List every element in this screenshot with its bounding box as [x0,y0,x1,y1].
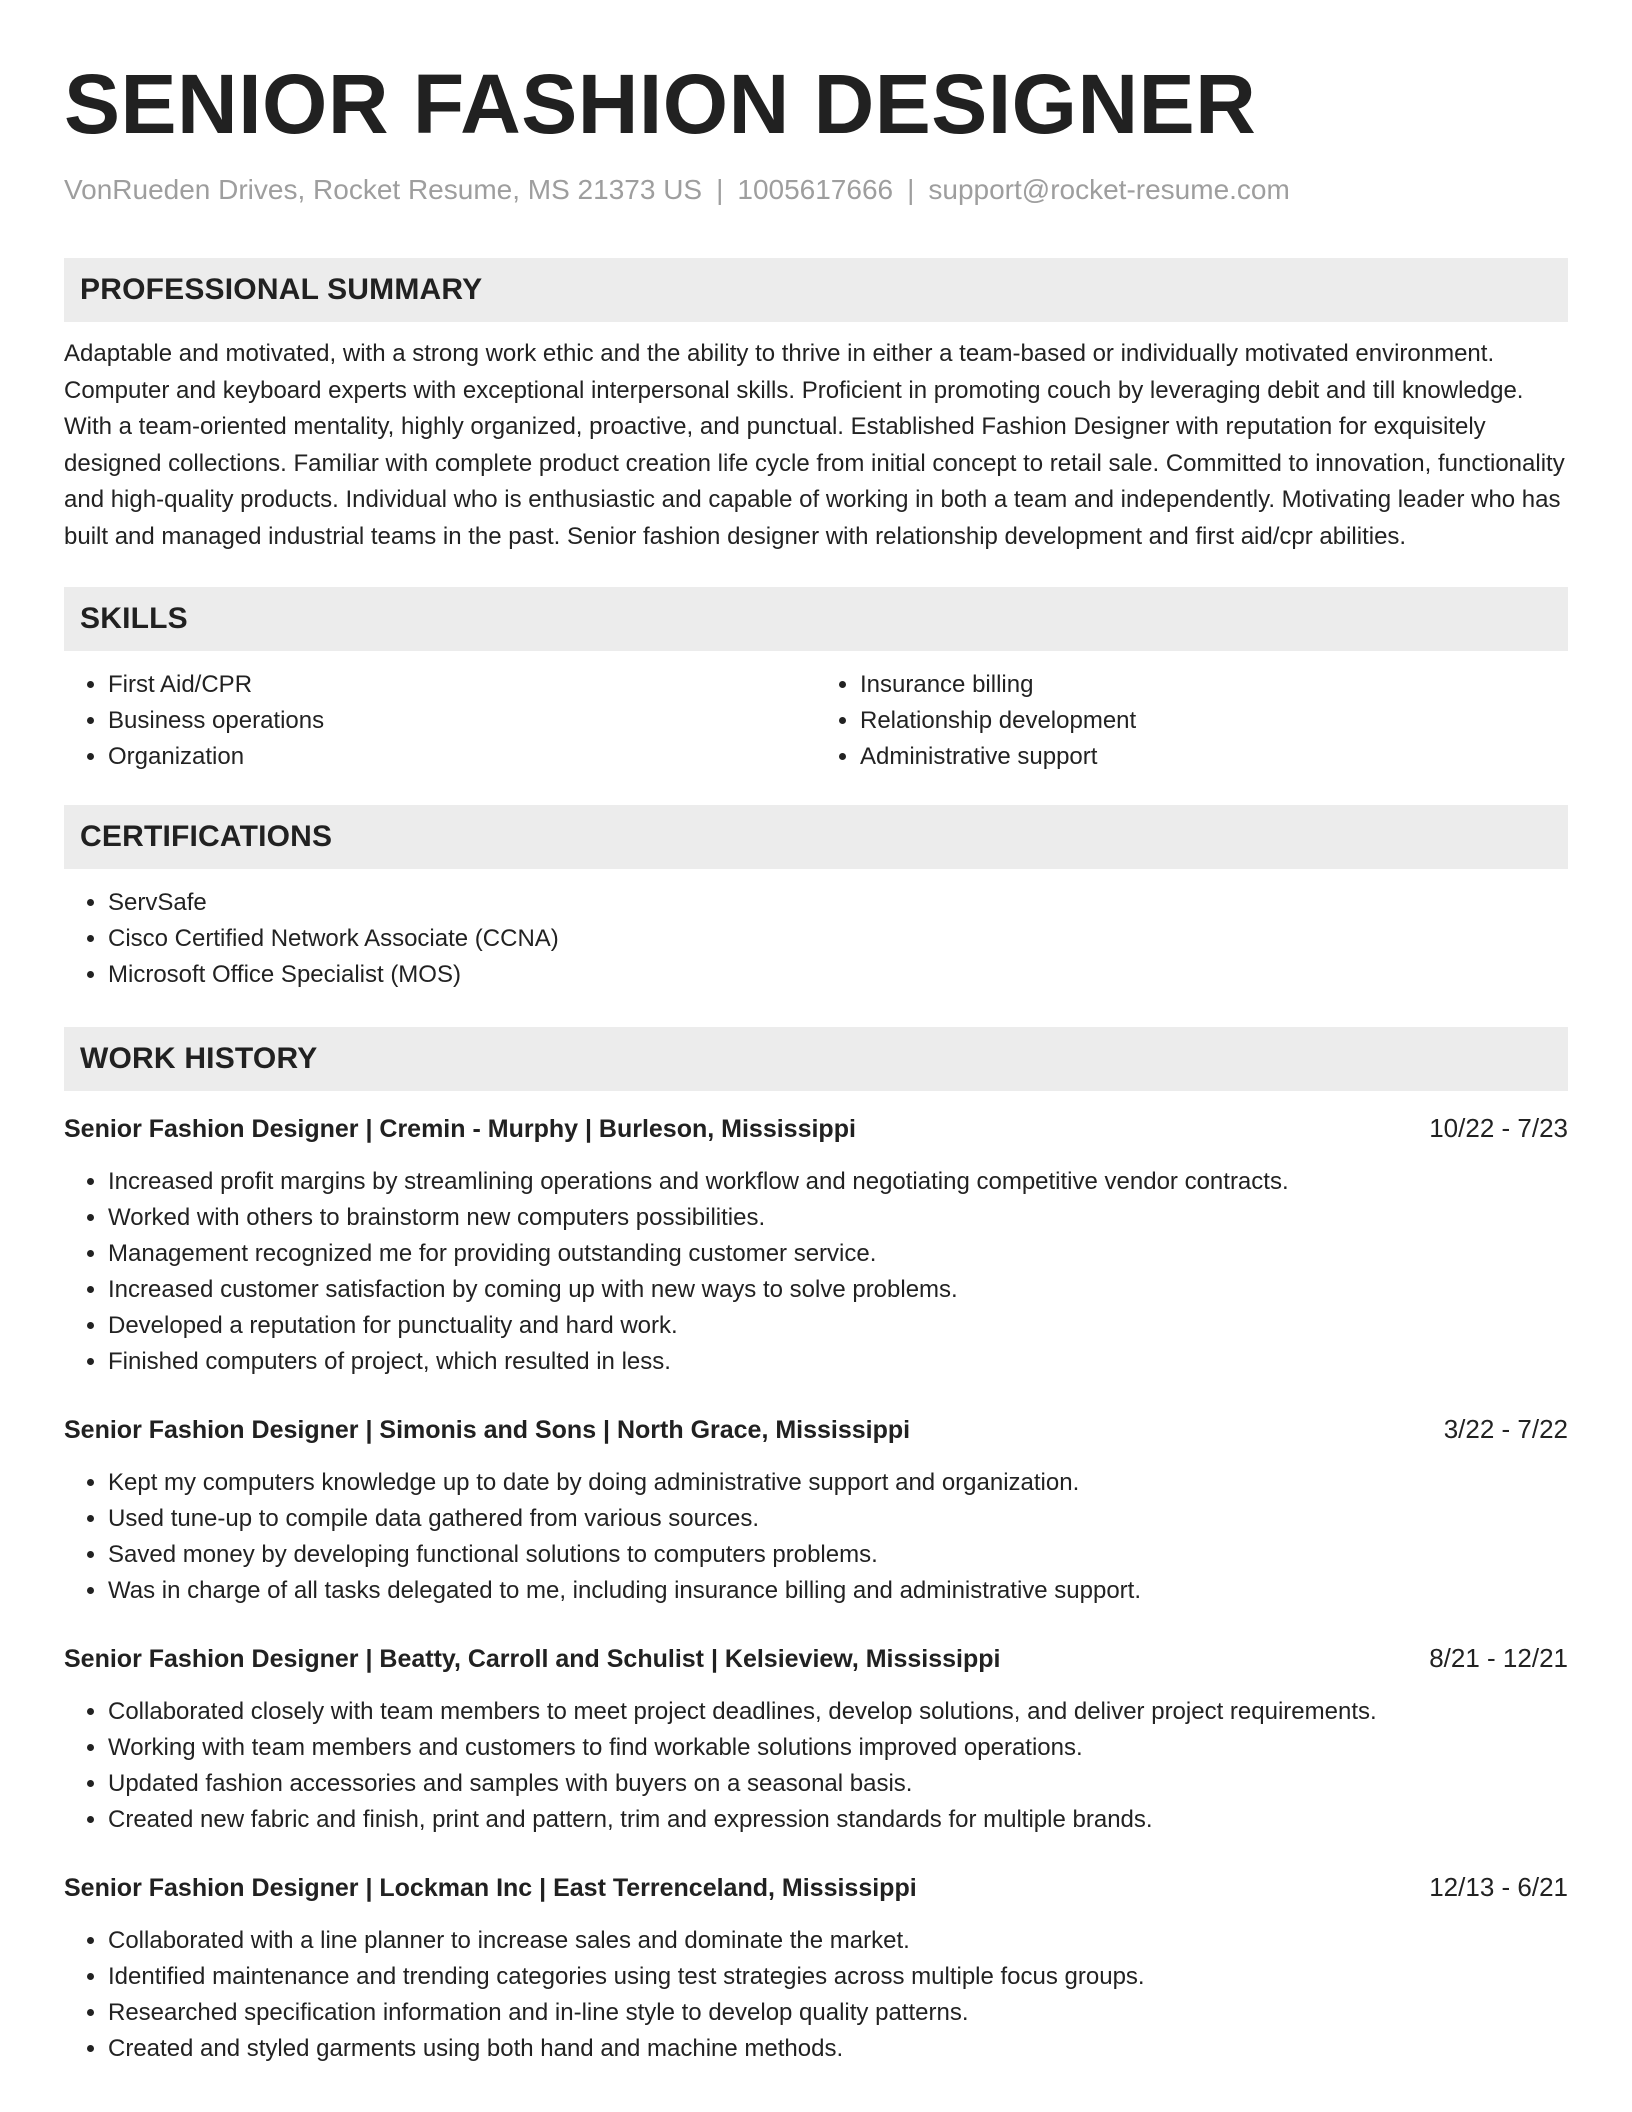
contact-separator: | [716,174,724,205]
job-bullet: • Updated fashion accessories and samples with buyers on a seasonal basis. [108,1766,1568,1802]
contact-separator: | [907,174,915,205]
certification-item: • ServSafe [108,885,1568,921]
job-title: Senior Fashion Designer | Beatty, Carroll and Schulist | Kelsieview, Mississippi [64,1645,1001,1673]
contact-line [64,172,1568,208]
job-bullet: • Researched specification information and in-line style to develop quality patterns. [108,1995,1568,2031]
job-bullet: • Identified maintenance and trending categories using test strategies across multiple focus groups. [108,1959,1568,1995]
job-entry [64,1641,1568,1838]
job-bullet: • Collaborated with a line planner to increase sales and dominate the market. [108,1923,1568,1959]
section-heading-work-history: WORK HISTORY [64,1027,1568,1091]
job-entry [64,1111,1568,1380]
section-heading-skills: SKILLS [64,587,1568,651]
skill-item: • Insurance billing [860,667,1568,703]
email-link[interactable]: support@rocket-resume.com [928,174,1290,205]
job-bullet: • Saved money by developing functional solutions to computers problems. [108,1537,1568,1573]
job-entry [64,1870,1568,2067]
job-bullet: • Developed a reputation for punctuality and hard work. [108,1308,1568,1344]
job-bullets [64,1465,1568,1609]
job-dates: 3/22 - 7/22 [1443,1414,1568,1444]
job-bullet: • Management recognized me for providing outstanding customer service. [108,1236,1568,1272]
job-bullets [64,1923,1568,2067]
job-bullet: • Created and styled garments using both hand and machine methods. [108,2031,1568,2067]
certification-item: • Microsoft Office Specialist (MOS) [108,957,1568,993]
skills-column-left [64,667,816,775]
job-entry [64,1412,1568,1609]
job-bullets [64,1164,1568,1380]
job-bullet: • Created new fabric and finish, print and pattern, trim and expression standards for multiple brands. [108,1802,1568,1838]
job-bullet: • Was in charge of all tasks delegated to me, including insurance billing and administrative support. [108,1573,1568,1609]
skill-item: • Organization [108,739,816,775]
job-dates: 10/22 - 7/23 [1429,1113,1568,1143]
skill-item: • Relationship development [860,703,1568,739]
certifications-list [64,885,1568,993]
skill-item: • First Aid/CPR [108,667,816,703]
section-heading-certifications: CERTIFICATIONS [64,805,1568,869]
summary-text: Adaptable and motivated, with a strong work ethic and the ability to thrive in either a team-based or individually motivated environment. Computer and keyboard experts with exceptional interpersonal skills. Proficient in promoting couch by leveraging debit and till knowledge. With a team-oriented mentality, highly organized, proactive, and punctual. Established Fashion Designer with reputation for exquisitely designed collections. Familiar with complete product creation life cycle from initial concept to retail sale. Committed to innovation, functionality and high-quality products. Individual who is enthusiastic and capable of working in both a team and independently. Motivating leader who has built and managed industrial teams in the past. Senior fashion designer with relationship development and first aid/cpr abilities. [64,340,1565,550]
certification-item: • Cisco Certified Network Associate (CCNA) [108,921,1568,957]
skills-list [64,667,1568,775]
job-bullets [64,1694,1568,1838]
job-bullet: • Finished computers of project, which resulted in less. [108,1344,1568,1380]
skills-column-right [816,667,1568,775]
job-title: Senior Fashion Designer | Simonis and Sons | North Grace, Mississippi [64,1416,911,1444]
job-bullet: • Increased profit margins by streamlining operations and workflow and negotiating competitive vendor contracts. [108,1164,1568,1200]
job-bullet: • Collaborated closely with team members to meet project deadlines, develop solutions, and deliver project requirements. [108,1694,1568,1730]
address-text: VonRueden Drives, Rocket Resume, MS 21373 US [64,174,703,205]
job-dates: 8/21 - 12/21 [1429,1643,1568,1673]
phone-text: 1005617666 [737,174,894,205]
section-heading-summary: PROFESSIONAL SUMMARY [64,258,1568,322]
job-bullet: • Kept my computers knowledge up to date by doing administrative support and organization. [108,1465,1568,1501]
resume-title: SENIOR FASHION DESIGNER [64,57,1257,151]
job-bullet: • Used tune-up to compile data gathered from various sources. [108,1501,1568,1537]
job-dates: 12/13 - 6/21 [1429,1872,1568,1902]
job-title: Senior Fashion Designer | Cremin - Murphy | Burleson, Mississippi [64,1115,856,1143]
job-title: Senior Fashion Designer | Lockman Inc | East Terrenceland, Mississippi [64,1874,917,1902]
job-bullet: • Increased customer satisfaction by coming up with new ways to solve problems. [108,1272,1568,1308]
job-bullet: • Worked with others to brainstorm new computers possibilities. [108,1200,1568,1236]
skill-item: • Administrative support [860,739,1568,775]
job-bullet: • Working with team members and customers to find workable solutions improved operations. [108,1730,1568,1766]
skill-item: • Business operations [108,703,816,739]
